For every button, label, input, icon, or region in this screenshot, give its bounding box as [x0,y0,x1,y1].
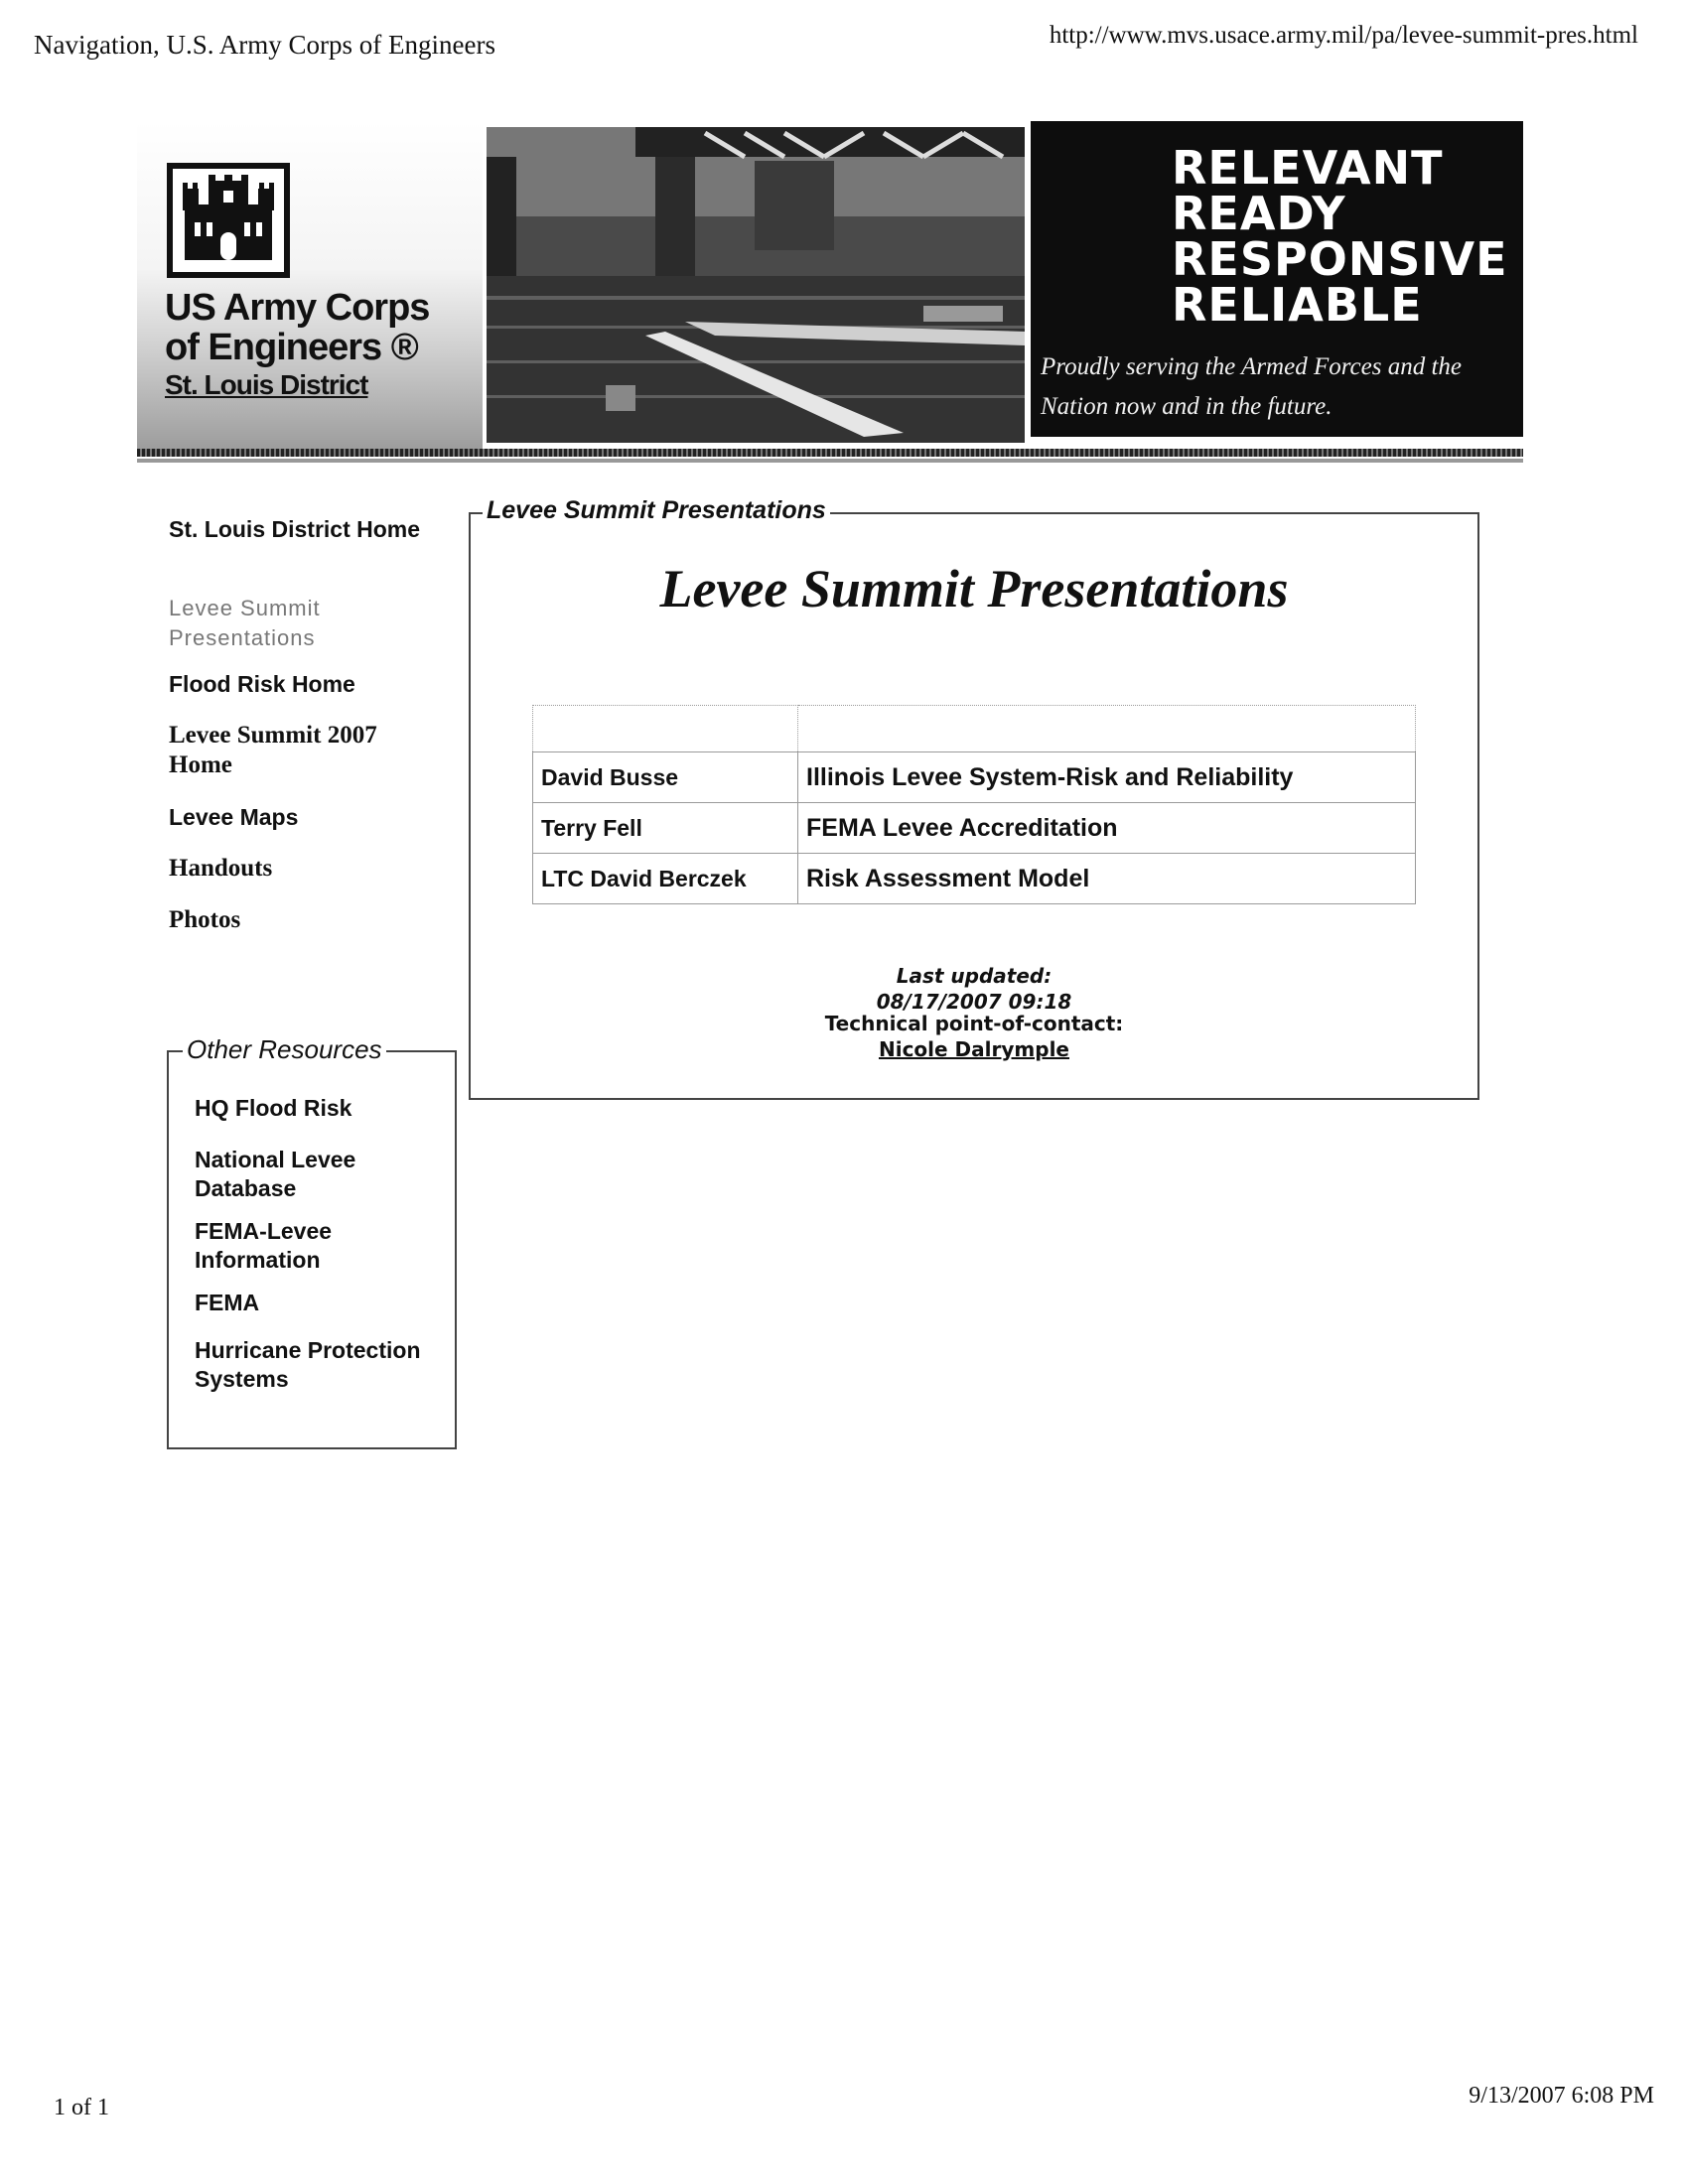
table-row [533,803,1416,854]
table-header-cell [798,706,1416,752]
site-banner [137,121,1523,449]
speaker-cell: Terry Fell [533,803,798,854]
nav-item-levee-summit-presentations[interactable]: Levee Summit Presentations [169,596,321,650]
nav-item-flood-risk-home[interactable]: Flood Risk Home [169,671,355,697]
print-datetime: 9/13/2007 6:08 PM [1469,2083,1654,2109]
presentation-link[interactable]: Risk Assessment Model [798,854,1416,904]
print-url: http://www.mvs.usace.army.mil/pa/levee-summit-pres.html [1049,22,1638,49]
table-row [533,854,1416,904]
nav-item-st-louis-district-home[interactable]: St. Louis District Home [169,516,421,542]
table-row [533,752,1416,803]
logo-panel[interactable] [137,121,483,449]
table-header-cell [533,706,798,752]
banner-photo [487,127,1025,443]
other-resources-panel [167,1034,457,1449]
district-name: St. Louis District [165,369,368,400]
nav-item-handouts[interactable]: Handouts [169,855,273,882]
banner-divider [137,449,1523,457]
contact-link[interactable]: Nicole Dalrymple [878,1037,1069,1061]
slogan-reliable: RELIABLE [1172,278,1423,332]
speaker-cell: LTC David Berczek [533,854,798,904]
resource-link-national-levee-database[interactable]: National Levee Database [195,1147,356,1201]
page-title: Levee Summit Presentations [659,559,1289,618]
presentations-legend: Levee Summit Presentations [483,496,830,525]
nav-item-levee-maps[interactable]: Levee Maps [169,804,299,830]
table-header-row [533,706,1416,752]
last-updated-value: 08/17/2007 09:18 [876,990,1072,1014]
nav-item-levee-summit-2007-home[interactable]: Levee Summit 2007 Home [169,722,377,778]
presentation-link[interactable]: FEMA Levee Accreditation [798,803,1416,854]
resource-link-hq-flood-risk[interactable]: HQ Flood Risk [195,1095,352,1121]
presentations-panel [469,496,1479,1100]
slogan-tagline: Proudly serving the Armed Forces and the Nation now and in the future. [1041,353,1462,420]
org-name-line1: US Army Corps [165,287,430,329]
slogan-ready: READY [1172,187,1346,240]
org-name-line2: of Engineers ® [165,327,418,368]
resource-link-hurricane-protection-systems[interactable]: Hurricane Protection Systems [195,1337,421,1392]
resource-link-fema[interactable]: FEMA [195,1290,260,1315]
slogan-responsive: RESPONSIVE [1172,232,1508,286]
presentations-table [532,705,1416,904]
slogan-relevant: RELEVANT [1172,141,1444,195]
speaker-cell: David Busse [533,752,798,803]
print-page-count: 1 of 1 [54,2095,109,2120]
banner-divider-lower [137,459,1523,463]
resource-link-fema-levee-information[interactable]: FEMA-Levee Information [195,1218,333,1273]
org-name [165,288,429,367]
slogan-panel [1031,121,1523,437]
last-updated [471,963,1477,1015]
presentation-link[interactable]: Illinois Levee System-Risk and Reliability [798,752,1416,803]
print-page-title: Navigation, U.S. Army Corps of Engineers [34,30,495,60]
last-updated-label: Last updated: [896,964,1052,988]
contact-label: Technical point-of-contact: [824,1012,1124,1035]
nav-item-photos[interactable]: Photos [169,906,241,933]
other-resources-legend: Other Resources [183,1034,386,1065]
technical-contact [471,1011,1477,1062]
castle-logo-icon [167,163,290,278]
